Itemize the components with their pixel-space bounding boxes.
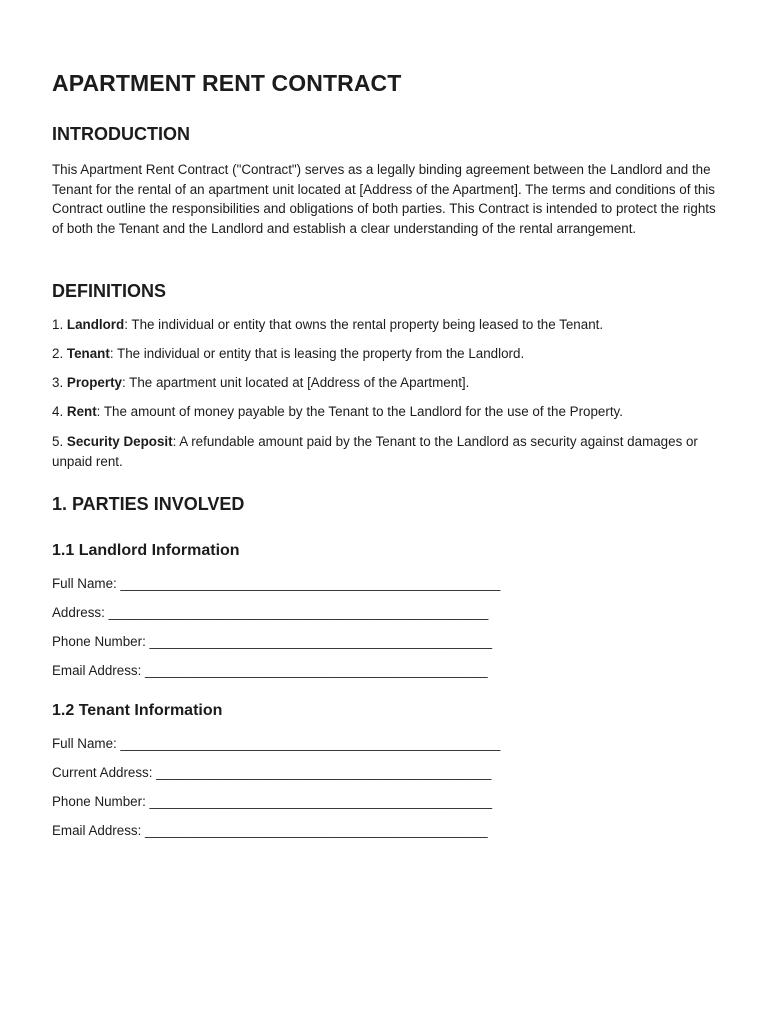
definition-text: : The apartment unit located at [Address of the Apartment]. (121, 375, 470, 390)
definition-item (52, 315, 722, 335)
definition-text: : A refundable amount paid by the Tenant to the Landlord as security against damages or unpaid rent. (52, 434, 698, 469)
document-title: APARTMENT RENT CONTRACT (52, 70, 402, 96)
definition-number: 2. (52, 346, 64, 361)
tenant-phone-field: Phone Number: ______________________________________________ (52, 794, 493, 809)
definition-text: : The individual or entity that is leasing the property from the Landlord. (109, 346, 525, 361)
definition-term: Tenant (66, 346, 110, 361)
tenant-email-field: Email Address: ______________________________________________ (52, 823, 488, 838)
definition-number: 3. (52, 375, 64, 390)
definition-item (52, 373, 722, 393)
tenant-full-name-field: Full Name: ___________________________________________________ (52, 736, 501, 751)
definition-term: Security Deposit (66, 434, 173, 449)
definitions-heading: DEFINITIONS (52, 281, 167, 301)
introduction-text: This Apartment Rent Contract ("Contract") serves as a legally binding agreement between the Landlord and the Tenant for the rental of an apartment unit located at [Address of the Apartment]. The terms and conditions of this Contract outline the responsibilities and obligations of both parties. This Contract is intended to protect the rights of both the Tenant and the Landlord and establish a clear understanding of the rental arrangement. (52, 162, 716, 237)
definition-term: Rent (66, 404, 97, 419)
definition-number: 1. (52, 317, 64, 332)
definition-text: : The amount of money payable by the Tenant to the Landlord for the use of the Property. (96, 404, 623, 419)
parties-heading: 1. PARTIES INVOLVED (52, 494, 245, 514)
tenant-current-address-field: Current Address: _____________________________________________ (52, 765, 492, 780)
landlord-phone-field: Phone Number: ______________________________________________ (52, 634, 493, 649)
definition-number: 4. (52, 404, 64, 419)
landlord-full-name-field: Full Name: ___________________________________________________ (52, 576, 501, 591)
definition-term: Property (66, 375, 122, 390)
definition-item (52, 432, 722, 471)
definition-item (52, 402, 722, 422)
introduction-heading: INTRODUCTION (52, 124, 190, 144)
definition-term: Landlord (66, 317, 125, 332)
landlord-info-heading: 1.1 Landlord Information (52, 542, 240, 559)
definition-text: : The individual or entity that owns the rental property being leased to the Tenant. (124, 317, 604, 332)
landlord-email-field: Email Address: ______________________________________________ (52, 663, 488, 678)
tenant-info-heading: 1.2 Tenant Information (52, 702, 223, 719)
definition-item (52, 344, 722, 364)
definition-number: 5. (52, 434, 64, 449)
landlord-address-field: Address: ___________________________________________________ (52, 605, 489, 620)
